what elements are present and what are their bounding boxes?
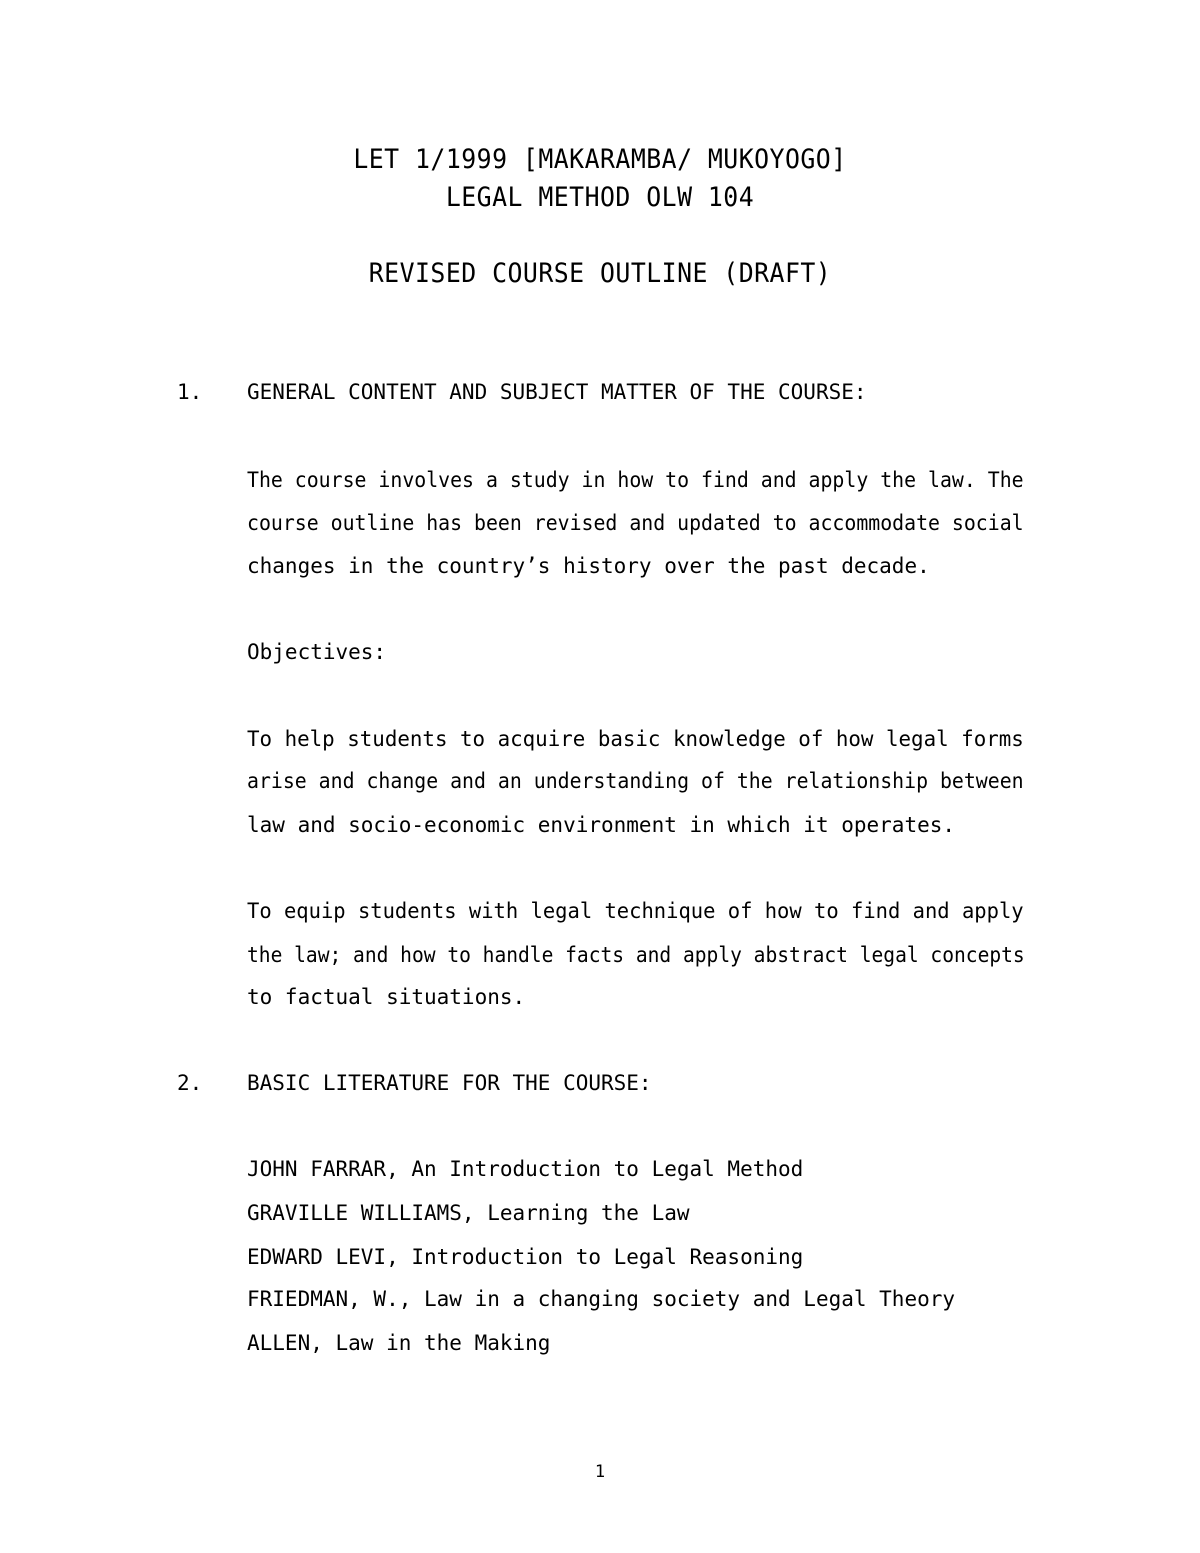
section-title: BASIC LITERATURE FOR THE COURSE: [247,1071,652,1095]
section-number: 2. [177,1071,203,1095]
book-item: JOHN FARRAR, An Introduction to Legal Method [247,1157,804,1181]
book-item: FRIEDMAN, W., Law in a changing society and Legal Theory [247,1287,956,1311]
objective-line: law and socio-economic environment in which it operates. [247,813,956,837]
objective-line: the law; and how to handle facts and apply abstract legal concepts [247,943,1025,967]
objective-line: to factual situations. [247,985,526,1009]
section-number: 1. [177,380,203,404]
intro-line: course outline has been revised and updated to accommodate social [247,511,1024,535]
intro-line: The course involves a study in how to find and apply the law. The [247,468,1024,492]
page-number: 1 [594,1462,606,1482]
objective-line: To help students to acquire basic knowledge of how legal forms [247,727,1024,751]
outline-title: REVISED COURSE OUTLINE (DRAFT) [368,258,832,289]
objectives-label: Objectives: [247,640,387,664]
course-title: LEGAL METHOD OLW 104 [445,182,755,213]
section-heading-1 [177,380,867,404]
objective-line: arise and change and an understanding of the relationship between [247,769,1024,793]
intro-line: changes in the country’s history over the past decade. [247,554,930,578]
document-reference-line: LET 1/1999 [MAKARAMBA/ MUKOYOGO] [353,144,847,175]
book-item: GRAVILLE WILLIAMS, Learning the Law [247,1201,690,1225]
section-title: GENERAL CONTENT AND SUBJECT MATTER OF THE COURSE: [247,380,867,404]
section-heading-2 [177,1071,652,1095]
book-item: ALLEN, Law in the Making [247,1331,551,1355]
book-item: EDWARD LEVI, Introduction to Legal Reasoning [247,1245,804,1269]
objective-line: To equip students with legal technique of how to find and apply [247,899,1024,923]
